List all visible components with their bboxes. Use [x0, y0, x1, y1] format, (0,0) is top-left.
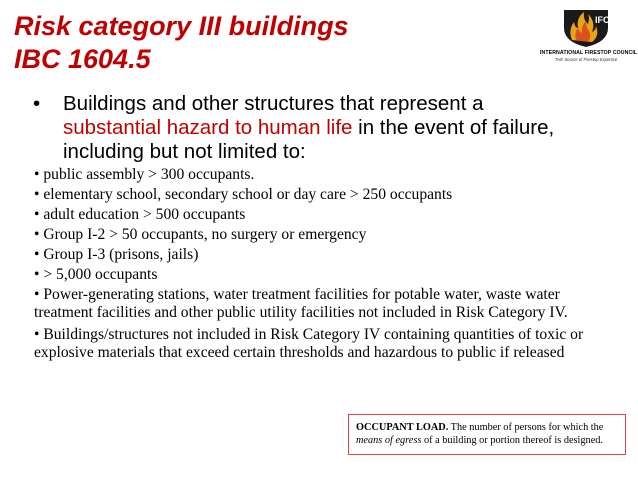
definition-italic: means of egress: [356, 435, 422, 446]
slide-title: [14, 10, 349, 76]
list-item: • elementary school, secondary school or day care > 250 occupants: [34, 186, 453, 203]
main-bullet-before: Buildings and other structures that represent a: [63, 92, 484, 115]
logo-tagline: THE Source of Firestop Expertise: [554, 57, 618, 62]
bullet-dot: •: [33, 92, 41, 115]
hazard-highlight: substantial hazard to human life: [63, 116, 353, 139]
occupant-load-definition: [348, 414, 626, 455]
list-item: • Group I-3 (prisons, jails): [34, 246, 199, 263]
title-line-1: Risk category III buildings: [14, 11, 349, 41]
list-item: • > 5,000 occupants: [34, 266, 158, 283]
list-item: • public assembly > 300 occupants.: [34, 166, 255, 183]
definition-text-2: of a building or portion thereof is designed.: [421, 435, 603, 446]
occupancy-list: [34, 166, 604, 366]
title-line-2: IBC 1604.5: [14, 44, 151, 74]
list-item: • Buildings/structures not included in Risk Category IV containing quantities of toxic or explosive materials that exceed certain thresholds and hazardous to public if released: [34, 326, 584, 361]
logo-mark: IFC: [595, 15, 610, 25]
main-bullet-after: in the event of failure, including but not limited to:: [63, 116, 555, 163]
definition-text-1: The number of persons for which the: [448, 422, 604, 433]
definition-term: OCCUPANT LOAD.: [356, 422, 449, 433]
list-item: • Group I-2 > 50 occupants, no surgery or emergency: [34, 226, 367, 243]
ifc-logo: [540, 6, 638, 68]
list-item: • Power-generating stations, water treatment facilities for potable water, waste water treatment facilities and other public utility facilities not included in Risk Category IV.: [34, 286, 568, 321]
logo-organization: INTERNATIONAL FIRESTOP COUNCIL: [540, 50, 638, 56]
main-bullet-text: [63, 92, 573, 164]
ifc-flame-shield-icon: [562, 6, 610, 48]
list-item: • adult education > 500 occupants: [34, 206, 246, 223]
